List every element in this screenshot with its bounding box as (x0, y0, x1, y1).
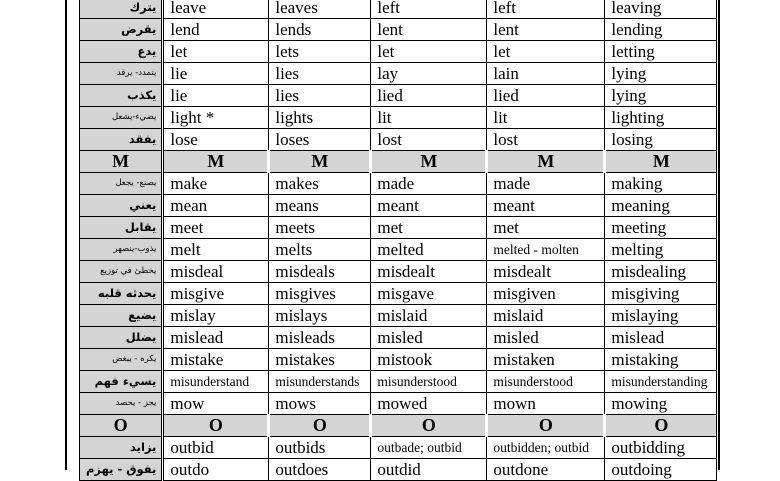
arabic-meaning: يضيع (80, 305, 163, 327)
present-third-person: outbids (269, 437, 371, 459)
section-letter: O (80, 415, 163, 437)
past-simple: misdealt (371, 261, 487, 283)
present-third-person: makes (269, 173, 371, 195)
past-participle: misunderstood (487, 371, 605, 393)
present-participle: misdealing (605, 261, 717, 283)
present-participle: mistaking (605, 349, 717, 371)
past-simple: lent (371, 19, 487, 41)
base-form: mow (163, 393, 269, 415)
present-participle: lying (605, 85, 717, 107)
table-row (80, 173, 717, 195)
base-form: mislay (163, 305, 269, 327)
present-participle: misgiving (605, 283, 717, 305)
present-third-person: meets (269, 217, 371, 239)
present-third-person: misgives (269, 283, 371, 305)
base-form: mislead (163, 327, 269, 349)
present-third-person: mislays (269, 305, 371, 327)
past-simple: misunderstood (371, 371, 487, 393)
base-form: outdo (163, 459, 269, 481)
table-row (80, 19, 717, 41)
table-row (80, 371, 717, 393)
arabic-meaning: يترك (80, 0, 163, 19)
present-participle: mislaying (605, 305, 717, 327)
present-third-person: lets (269, 41, 371, 63)
table-row (80, 41, 717, 63)
present-third-person: lends (269, 19, 371, 41)
base-form: make (163, 173, 269, 195)
arabic-meaning: يكذب (80, 85, 163, 107)
section-letter: M (605, 151, 717, 173)
section-letter: M (371, 151, 487, 173)
arabic-meaning: يضلل (80, 327, 163, 349)
past-simple: met (371, 217, 487, 239)
arabic-meaning: يتمدد- يرقد (80, 63, 163, 85)
past-participle: misdealt (487, 261, 605, 283)
present-third-person: lights (269, 107, 371, 129)
section-letter: O (371, 415, 487, 437)
table-row (80, 63, 717, 85)
present-third-person: loses (269, 129, 371, 151)
arabic-meaning: يجز - يحصد (80, 393, 163, 415)
table-row (80, 85, 717, 107)
arabic-meaning: يصنع- يجعل (80, 173, 163, 195)
table-row (80, 393, 717, 415)
past-participle: made (487, 173, 605, 195)
arabic-meaning: يزايد (80, 437, 163, 459)
section-letter: M (80, 151, 163, 173)
past-simple: meant (371, 195, 487, 217)
present-participle: lending (605, 19, 717, 41)
section-letter: O (163, 415, 269, 437)
past-simple: melted (371, 239, 487, 261)
past-simple: lay (371, 63, 487, 85)
arabic-meaning: يدع (80, 41, 163, 63)
base-form: misunderstand (163, 371, 269, 393)
base-form: light * (163, 107, 269, 129)
past-participle: lent (487, 19, 605, 41)
past-participle: outbidden; outbid (487, 437, 605, 459)
present-third-person: outdoes (269, 459, 371, 481)
base-form: meet (163, 217, 269, 239)
past-participle: misgiven (487, 283, 605, 305)
present-participle: losing (605, 129, 717, 151)
base-form: lose (163, 129, 269, 151)
present-third-person: means (269, 195, 371, 217)
arabic-meaning: يقرض (80, 19, 163, 41)
past-participle: melted - molten (487, 239, 605, 261)
table-row (80, 239, 717, 261)
irregular-verbs-table (79, 0, 717, 481)
past-participle: mistaken (487, 349, 605, 371)
past-participle: outdone (487, 459, 605, 481)
section-letter: O (487, 415, 605, 437)
arabic-meaning: يعني (80, 195, 163, 217)
present-third-person: mows (269, 393, 371, 415)
arabic-meaning: يحدثه قلبه (80, 283, 163, 305)
present-participle: mowing (605, 393, 717, 415)
past-participle: mown (487, 393, 605, 415)
present-participle: letting (605, 41, 717, 63)
present-third-person: mistakes (269, 349, 371, 371)
present-participle: meeting (605, 217, 717, 239)
arabic-meaning: يفقد (80, 129, 163, 151)
base-form: mistake (163, 349, 269, 371)
present-third-person: leaves (269, 0, 371, 19)
base-form: melt (163, 239, 269, 261)
past-participle: misled (487, 327, 605, 349)
table-row (80, 0, 717, 19)
base-form: lend (163, 19, 269, 41)
base-form: leave (163, 0, 269, 19)
present-participle: misunderstanding (605, 371, 717, 393)
letter-section-header (80, 415, 717, 437)
table-row (80, 283, 717, 305)
past-participle: met (487, 217, 605, 239)
arabic-meaning: يضيء-يشعل (80, 107, 163, 129)
present-participle: meaning (605, 195, 717, 217)
past-simple: let (371, 41, 487, 63)
past-simple: misgave (371, 283, 487, 305)
table-row (80, 217, 717, 239)
present-participle: melting (605, 239, 717, 261)
arabic-meaning: يكره - يبغض (80, 349, 163, 371)
past-simple: lost (371, 129, 487, 151)
table-row (80, 437, 717, 459)
base-form: mean (163, 195, 269, 217)
arabic-meaning: يفوق - يهزم (80, 459, 163, 481)
arabic-meaning: يذوب-ينصهر (80, 239, 163, 261)
past-participle: meant (487, 195, 605, 217)
arabic-meaning: يقابل (80, 217, 163, 239)
past-simple: misled (371, 327, 487, 349)
section-letter: O (269, 415, 371, 437)
present-participle: lying (605, 63, 717, 85)
present-participle: making (605, 173, 717, 195)
table-row (80, 129, 717, 151)
past-participle: lain (487, 63, 605, 85)
base-form: lie (163, 85, 269, 107)
past-simple: lit (371, 107, 487, 129)
section-letter: M (269, 151, 371, 173)
base-form: let (163, 41, 269, 63)
present-participle: leaving (605, 0, 717, 19)
base-form: outbid (163, 437, 269, 459)
present-third-person: misleads (269, 327, 371, 349)
arabic-meaning: يخطئ في توزيع (80, 261, 163, 283)
past-simple: left (371, 0, 487, 19)
present-participle: mislead (605, 327, 717, 349)
present-participle: lighting (605, 107, 717, 129)
present-participle: outbidding (605, 437, 717, 459)
section-letter: M (163, 151, 269, 173)
table-row (80, 195, 717, 217)
present-participle: outdoing (605, 459, 717, 481)
present-third-person: lies (269, 63, 371, 85)
table-row (80, 327, 717, 349)
base-form: lie (163, 63, 269, 85)
past-simple: outdid (371, 459, 487, 481)
table-row (80, 305, 717, 327)
past-participle: lit (487, 107, 605, 129)
arabic-meaning: يسيء فهم (80, 371, 163, 393)
past-simple: made (371, 173, 487, 195)
table-row (80, 107, 717, 129)
past-participle: lost (487, 129, 605, 151)
table-row (80, 261, 717, 283)
past-simple: lied (371, 85, 487, 107)
past-simple: outbade; outbid (371, 437, 487, 459)
present-third-person: lies (269, 85, 371, 107)
past-simple: mowed (371, 393, 487, 415)
past-participle: mislaid (487, 305, 605, 327)
past-participle: left (487, 0, 605, 19)
section-letter: O (605, 415, 717, 437)
base-form: misdeal (163, 261, 269, 283)
past-simple: mislaid (371, 305, 487, 327)
past-participle: let (487, 41, 605, 63)
past-participle: lied (487, 85, 605, 107)
letter-section-header (80, 151, 717, 173)
past-simple: mistook (371, 349, 487, 371)
table-row (80, 349, 717, 371)
section-letter: M (487, 151, 605, 173)
present-third-person: melts (269, 239, 371, 261)
present-third-person: misdeals (269, 261, 371, 283)
present-third-person: misunderstands (269, 371, 371, 393)
base-form: misgive (163, 283, 269, 305)
